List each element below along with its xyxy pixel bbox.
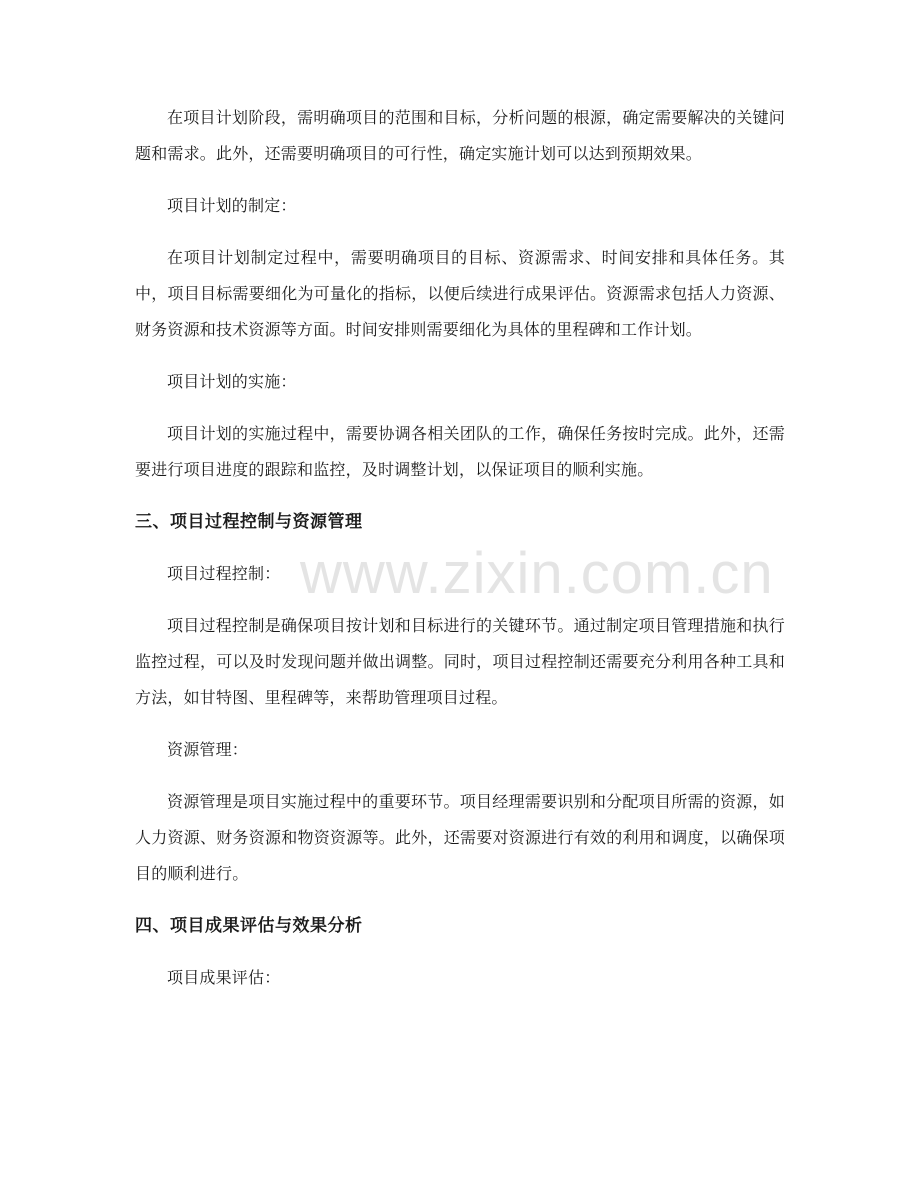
paragraph-resource-management: 资源管理是项目实施过程中的重要环节。项目经理需要识别和分配项目所需的资源，如人力资源、财务资源和物资资源等。此外，还需要对资源进行有效的利用和调度，以确保项目的顺利进行。 xyxy=(135,792,785,883)
paragraph-plan-making: 在项目计划制定过程中，需要明确项目的目标、资源需求、时间安排和具体任务。其中，项目目标需要细化为可量化的指标，以便后续进行成果评估。资源需求包括人力资源、财务资源和技术资源等方面。时间安排则需要细化为具体的里程碑和工作计划。 xyxy=(135,248,785,339)
watermark: www.zixin.com.cn xyxy=(300,541,774,606)
document-body xyxy=(135,100,785,996)
subheading-outcome-evaluation: 项目成果评估： xyxy=(167,968,281,987)
paragraph-plan-implementation: 项目计划的实施过程中，需要协调各相关团队的工作，确保任务按时完成。此外，还需要进行项目进度的跟踪和监控，及时调整计划，以保证项目的顺利实施。 xyxy=(135,424,785,479)
subheading-process-control: 项目过程控制： xyxy=(167,564,281,583)
section-heading-outcome-evaluation: 四、项目成果评估与效果分析 xyxy=(135,916,363,936)
section-heading-process-control: 三、项目过程控制与资源管理 xyxy=(135,512,363,532)
subheading-plan-implementation: 项目计划的实施： xyxy=(167,372,297,391)
subheading-plan-making: 项目计划的制定： xyxy=(167,196,297,215)
paragraph-plan-stage: 在项目计划阶段，需明确项目的范围和目标，分析问题的根源，确定需要解决的关键问题和需求。此外，还需要明确项目的可行性，确定实施计划可以达到预期效果。 xyxy=(135,108,785,163)
paragraph-process-control: 项目过程控制是确保项目按计划和目标进行的关键环节。通过制定项目管理措施和执行监控过程，可以及时发现问题并做出调整。同时，项目过程控制还需要充分利用各种工具和方法，如甘特图、里程碑等，来帮助管理项目过程。 xyxy=(135,616,785,707)
subheading-resource-management: 资源管理： xyxy=(167,740,249,759)
